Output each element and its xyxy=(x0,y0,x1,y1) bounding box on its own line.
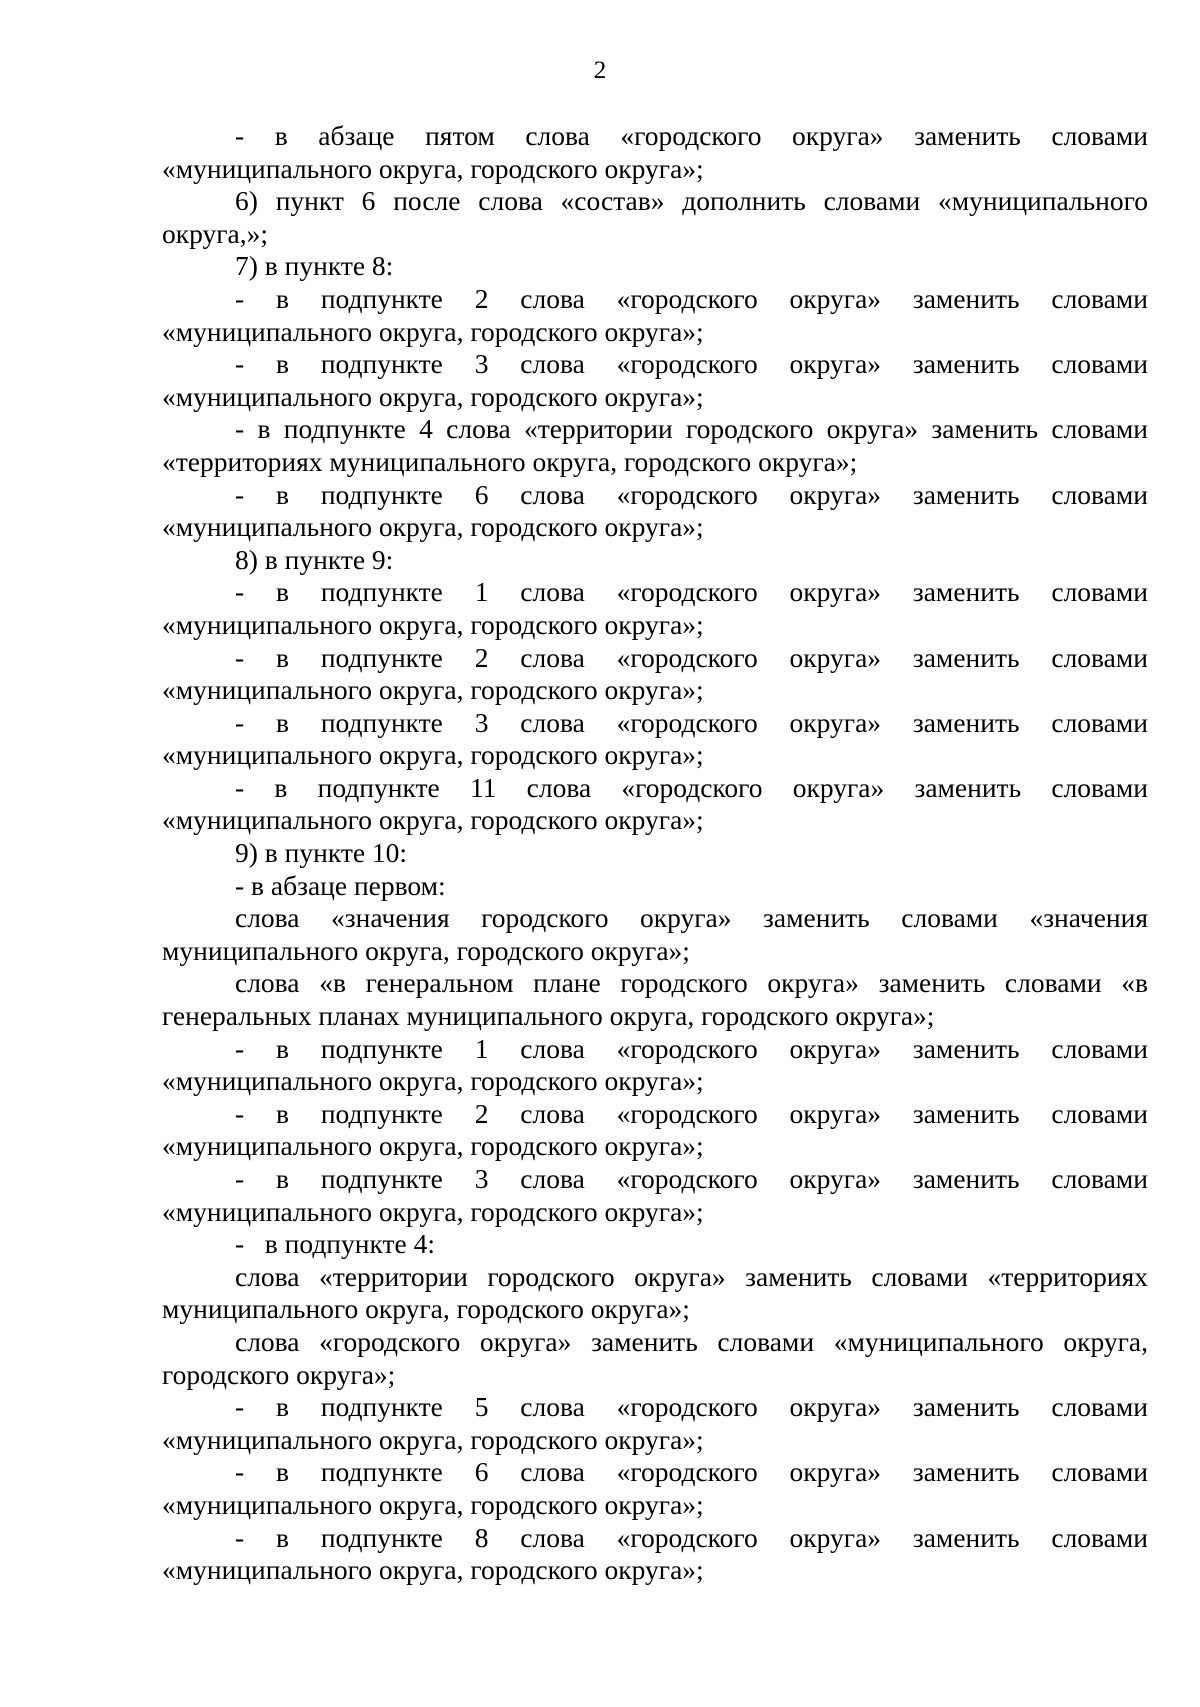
paragraph: 7) в пункте 8: xyxy=(235,250,394,282)
paragraph: - в подпункте 1 слова «городского округа» заменить словами «муниципального округа, городского округа»; xyxy=(162,576,1148,640)
paragraph: - в подпункте 2 слова «городского округа» заменить словами «муниципального округа, городского округа»; xyxy=(162,282,1148,347)
paragraph: - в подпункте 2 слова «городского округа» заменить словами «муниципального округа, городского округа»; xyxy=(162,1097,1148,1162)
paragraph: - в подпункте 3 слова «городского округа» заменить словами «муниципального округа, городского округа»; xyxy=(162,706,1148,771)
document-body xyxy=(162,120,1148,1587)
page-number: 2 xyxy=(593,57,607,84)
paragraph: - в подпункте 8 слова «городского округа» заменить словами «муниципального округа, городского округа»; xyxy=(162,1521,1148,1586)
paragraph: - в подпункте 5 слова «городского округа» заменить словами «муниципального округа, городского округа»; xyxy=(162,1391,1148,1455)
paragraph: 8) в пункте 9: xyxy=(235,543,394,575)
paragraph: 9) в пункте 10: xyxy=(235,837,408,869)
paragraph: - в подпункте 6 слова «городского округа» заменить словами «муниципального округа, городского округа»; xyxy=(162,478,1148,543)
paragraph: - в абзаце первом: xyxy=(235,869,446,901)
paragraph: - в подпункте 6 слова «городского округа» заменить словами «муниципального округа, городского округа»; xyxy=(162,1456,1148,1520)
paragraph: - в подпункте 4 слова «территории городского округа» заменить словами «территориях муниципального округа, городского округа»; xyxy=(162,413,1148,477)
paragraph: слова «в генеральном плане городского округа» заменить словами «в генеральных планах муниципального округа, городского округа»; xyxy=(162,967,1148,1032)
paragraph: 6) пункт 6 после слова «состав» дополнить словами «муниципального округа,»; xyxy=(162,185,1148,249)
paragraph: - в подпункте 1 слова «городского округа» заменить словами «муниципального округа, городского округа»; xyxy=(162,1032,1148,1097)
paragraph: слова «городского округа» заменить словами «муниципального округа, городского округа»; xyxy=(162,1325,1148,1390)
paragraph: - в подпункте 11 слова «городского округа» заменить словами «муниципального округа, городского округа»; xyxy=(162,771,1148,836)
paragraph: - в подпункте 4: xyxy=(235,1228,435,1260)
paragraph: - в подпункте 2 слова «городского округа» заменить словами «муниципального округа, городского округа»; xyxy=(162,641,1148,706)
paragraph: слова «значения городского округа» заменить словами «значения муниципального округа, городского округа»; xyxy=(162,902,1148,966)
paragraph: - в абзаце пятом слова «городского округа» заменить словами «муниципального округа, городского округа»; xyxy=(162,120,1148,184)
paragraph: слова «территории городского округа» заменить словами «территориях муниципального округа, городского округа»; xyxy=(162,1260,1148,1325)
paragraph: - в подпункте 3 слова «городского округа» заменить словами «муниципального округа, городского округа»; xyxy=(162,1163,1148,1227)
paragraph: - в подпункте 3 слова «городского округа» заменить словами «муниципального округа, городского округа»; xyxy=(162,348,1148,412)
